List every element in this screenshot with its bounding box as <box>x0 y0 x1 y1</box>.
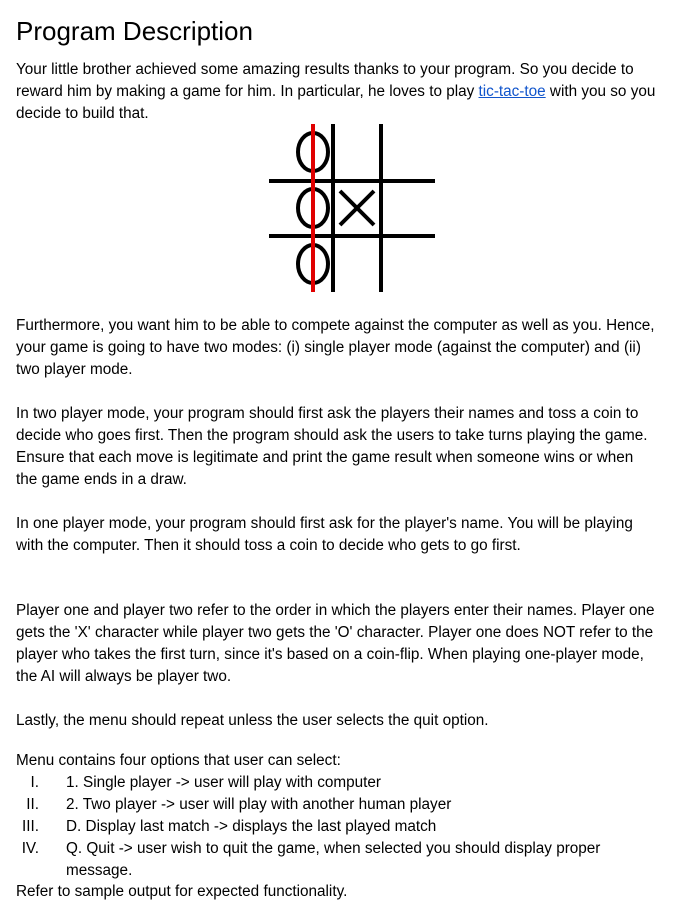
intro-paragraph <box>16 59 656 125</box>
footer-note: Refer to sample output for expected functionality. <box>16 883 348 900</box>
menu-option-text: 2. Two player -> user will play with another human player <box>66 796 452 813</box>
lastly-paragraph: Lastly, the menu should repeat unless the user selects the quit option. <box>16 712 489 729</box>
menu-option-numeral: I. <box>30 774 39 791</box>
menu-option <box>16 794 656 816</box>
menu-option <box>16 772 656 794</box>
modes-paragraph: Furthermore, you want him to be able to compete against the computer as well as you. Hence, your game is going to have two modes: (i) single player mode (against the computer) and (ii) two player mode. <box>16 317 655 378</box>
board-marks <box>298 133 374 283</box>
tic-tac-toe-board-image <box>255 124 437 294</box>
menu-option-numeral: IV. <box>21 840 39 857</box>
menu-options-list <box>16 772 656 882</box>
two-player-paragraph: In two player mode, your program should first ask the players their names and toss a coin to decide who goes first. Then the program should ask the users to take turns playing the game. Ensure that each move is legitimate and print the game result when someone wins or when the game ends in a draw. <box>16 405 648 488</box>
intro-text: Your little brother achieved some amazing results thanks to your program. So you decide to reward him by making a game for him. In particular, he loves to play <box>16 61 634 100</box>
menu-option-numeral: II. <box>26 796 39 813</box>
page-title: Program Description <box>16 16 253 46</box>
menu-option <box>16 838 656 882</box>
one-player-paragraph: In one player mode, your program should first ask for the player's name. You will be playing with the computer. Then it should toss a coin to decide who gets to go first. <box>16 515 633 554</box>
tic-tac-toe-link[interactable]: tic-tac-toe <box>478 83 546 100</box>
intro-text-end: with you so you decide to build that. <box>16 83 656 122</box>
menu-option-text: Q. Quit -> user wish to quit the game, when selected you should display proper message. <box>66 840 601 879</box>
player-order-paragraph: Player one and player two refer to the order in which the players enter their names. Player one gets the 'X' character while player two gets the 'O' character. Player one does NOT refer to the player who takes the first turn, since it's based on a coin-flip. When playing one-player mode, the AI will always be player two. <box>16 602 655 685</box>
board-grid <box>269 124 435 292</box>
menu-option <box>16 816 656 838</box>
menu-intro: Menu contains four options that user can select: <box>16 752 341 769</box>
menu-option-numeral: III. <box>22 818 39 835</box>
menu-option-text: 1. Single player -> user will play with computer <box>66 774 381 791</box>
menu-option-text: D. Display last match -> displays the last played match <box>66 818 437 835</box>
